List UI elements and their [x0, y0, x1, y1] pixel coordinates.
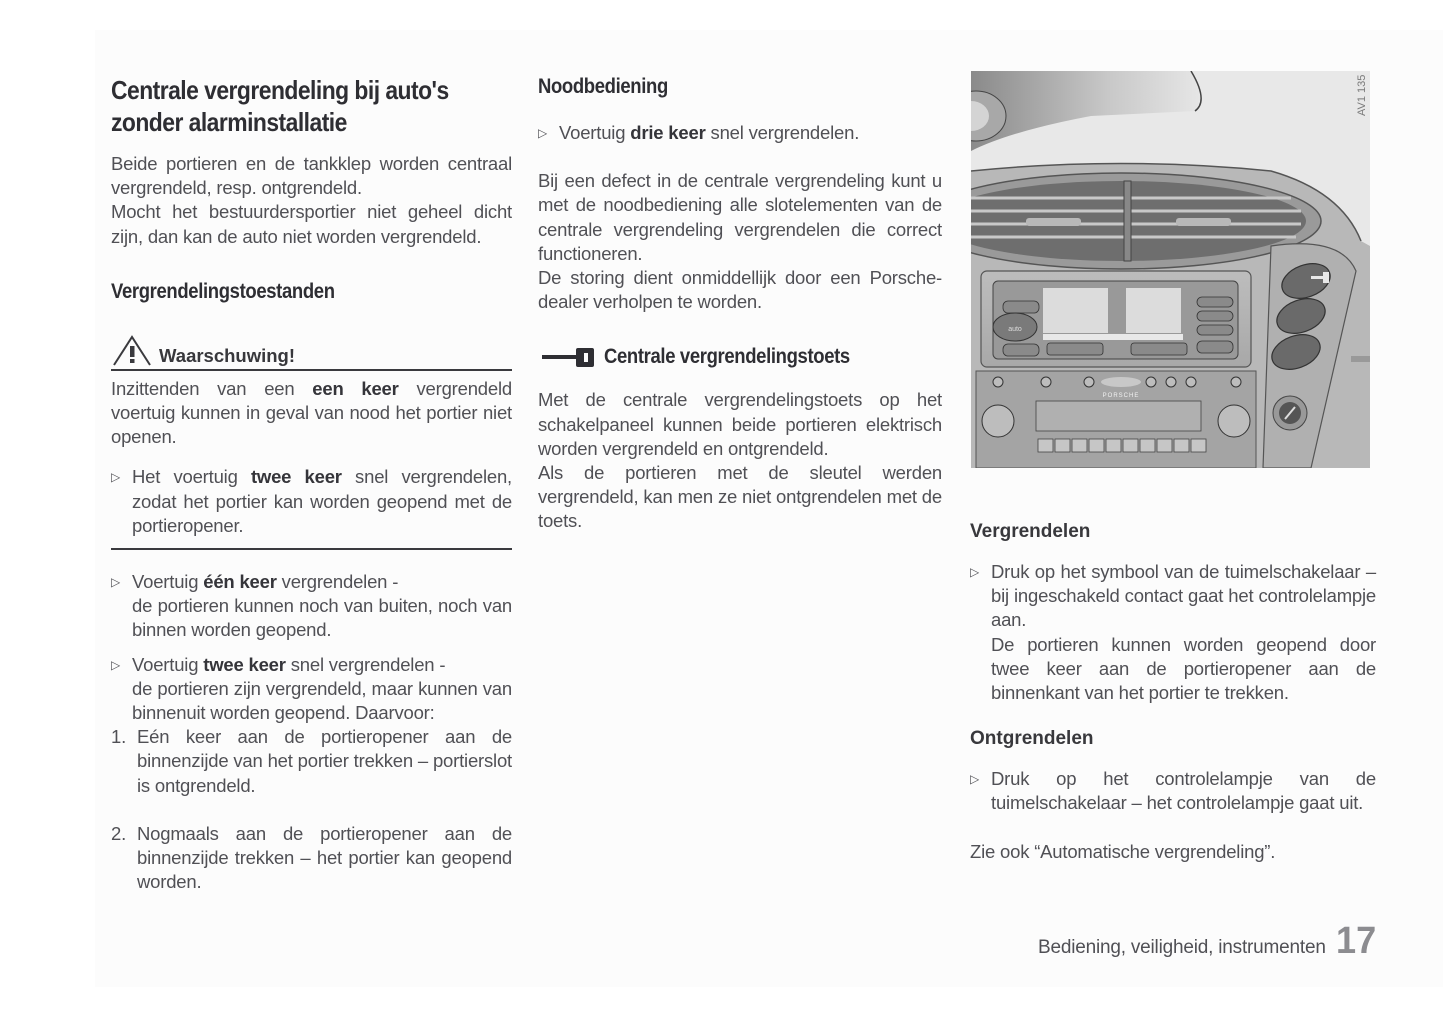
- warning-triangle-icon: [111, 335, 153, 367]
- bullet-triangle-icon: ▷: [111, 575, 121, 590]
- bullet-triangle-icon: ▷: [111, 470, 121, 485]
- svg-text:auto: auto: [1008, 326, 1022, 333]
- bullet-triangle-icon: ▷: [970, 772, 980, 787]
- intro-paragraph-2: Mocht het bestuurdersportier niet geheel dicht zijn, dan kan de auto niet worden vergrendeld.: [111, 201, 512, 247]
- emergency-text-2: De storing dient onmiddellijk door een Porsche-dealer verholpen te worden.: [538, 267, 942, 313]
- section-footer: Bediening, veiligheid, instrumenten: [1038, 937, 1326, 958]
- step-2: 2. Nogmaals aan de portieropener aan de binnenzijde trekken – het portier kan geopend worden.: [111, 822, 512, 893]
- center-console-drawing: [971, 71, 1370, 468]
- key-heading-row: [538, 344, 942, 370]
- step-1: 1. Eén keer aan de portieropener aan de binnenzijde van het portier trekken – portierslot is ontgrendeld.: [111, 726, 512, 796]
- svg-text:PORSCHE: PORSCHE: [1102, 393, 1140, 399]
- page-title-line2: zonder alarminstallatie: [111, 107, 347, 137]
- bullet-triangle-icon: ▷: [111, 657, 121, 672]
- emergency-step: ▷ Voertuig drie keer snel vergrendelen.: [538, 121, 942, 145]
- key-text-2: Als de portieren met de sleutel werden vergrendeld, kan men ze niet ontgrendelen met de toets.: [538, 462, 942, 532]
- page-number: 17: [1336, 920, 1377, 962]
- emergency-heading: Noodbediening: [538, 75, 668, 98]
- page-title-line1: Centrale vergrendeling bij auto's: [111, 75, 449, 105]
- bullet-lock-once: ▷ Voertuig één keer vergrendelen - de portieren kunnen noch van buiten, noch van binnen worden geopend.: [111, 571, 512, 641]
- states-heading: Vergrendelingstoestanden: [111, 279, 335, 303]
- intro-paragraph-1: Beide portieren en de tankklep worden centraal vergrendeld, resp. ontgrendeld.: [111, 153, 512, 199]
- key-icon: [538, 345, 596, 369]
- warning-header: [111, 335, 512, 371]
- warning-title: Waarschuwing!: [159, 344, 296, 366]
- see-also: Zie ook “Automatische vergrendeling”.: [970, 840, 1276, 862]
- unlock-step: ▷ Druk op het controlelampje van de tuimelschakelaar – het controlelampje gaat uit.: [970, 768, 1376, 814]
- middle-column: [538, 74, 942, 534]
- lock-step: ▷ Druk op het symbool van de tuimelschakelaar – bij ingeschakeld contact gaat het controlelampje aan. De portieren kunnen worden geopend door twee keer aan de portieropener aan de binnenkant van het portier te trekken.: [970, 561, 1376, 704]
- lock-heading: Vergrendelen: [970, 521, 1091, 542]
- dashboard-illustration: [971, 71, 1370, 468]
- bullet-triangle-icon: ▷: [538, 126, 548, 140]
- warning-step: ▷ Het voertuig twee keer snel vergrendelen, zodat het portier kan worden geopend met de portieropener.: [111, 466, 512, 536]
- bullet-triangle-icon: ▷: [970, 565, 980, 579]
- key-heading: Centrale vergrendelingstoets: [604, 345, 850, 369]
- unlock-heading: Ontgrendelen: [970, 728, 1094, 750]
- bullet-lock-twice: ▷ Voertuig twee keer snel vergrendelen - de portieren zijn vergrendeld, maar kunnen van binnenuit worden geopend. Daarvoor:: [111, 653, 512, 724]
- key-text-1: Met de centrale vergrendelingstoets op het schakelpaneel kunnen beide portieren elektrisch worden vergrendeld en ontgrendeld.: [538, 389, 942, 459]
- emergency-text-1: Bij een defect in de centrale vergrendeling kunt u met de noodbediening alle slotelementen van de centrale vergrendeling vergrendelen die correct functioneren.: [538, 170, 942, 264]
- right-column: [970, 520, 1376, 864]
- left-column: [111, 74, 512, 894]
- warning-text: Inzittenden van een een keer vergrendeld voertuig kunnen in geval van nood het portier niet openen.: [111, 377, 512, 448]
- figure-code: AV1 135: [1356, 74, 1368, 116]
